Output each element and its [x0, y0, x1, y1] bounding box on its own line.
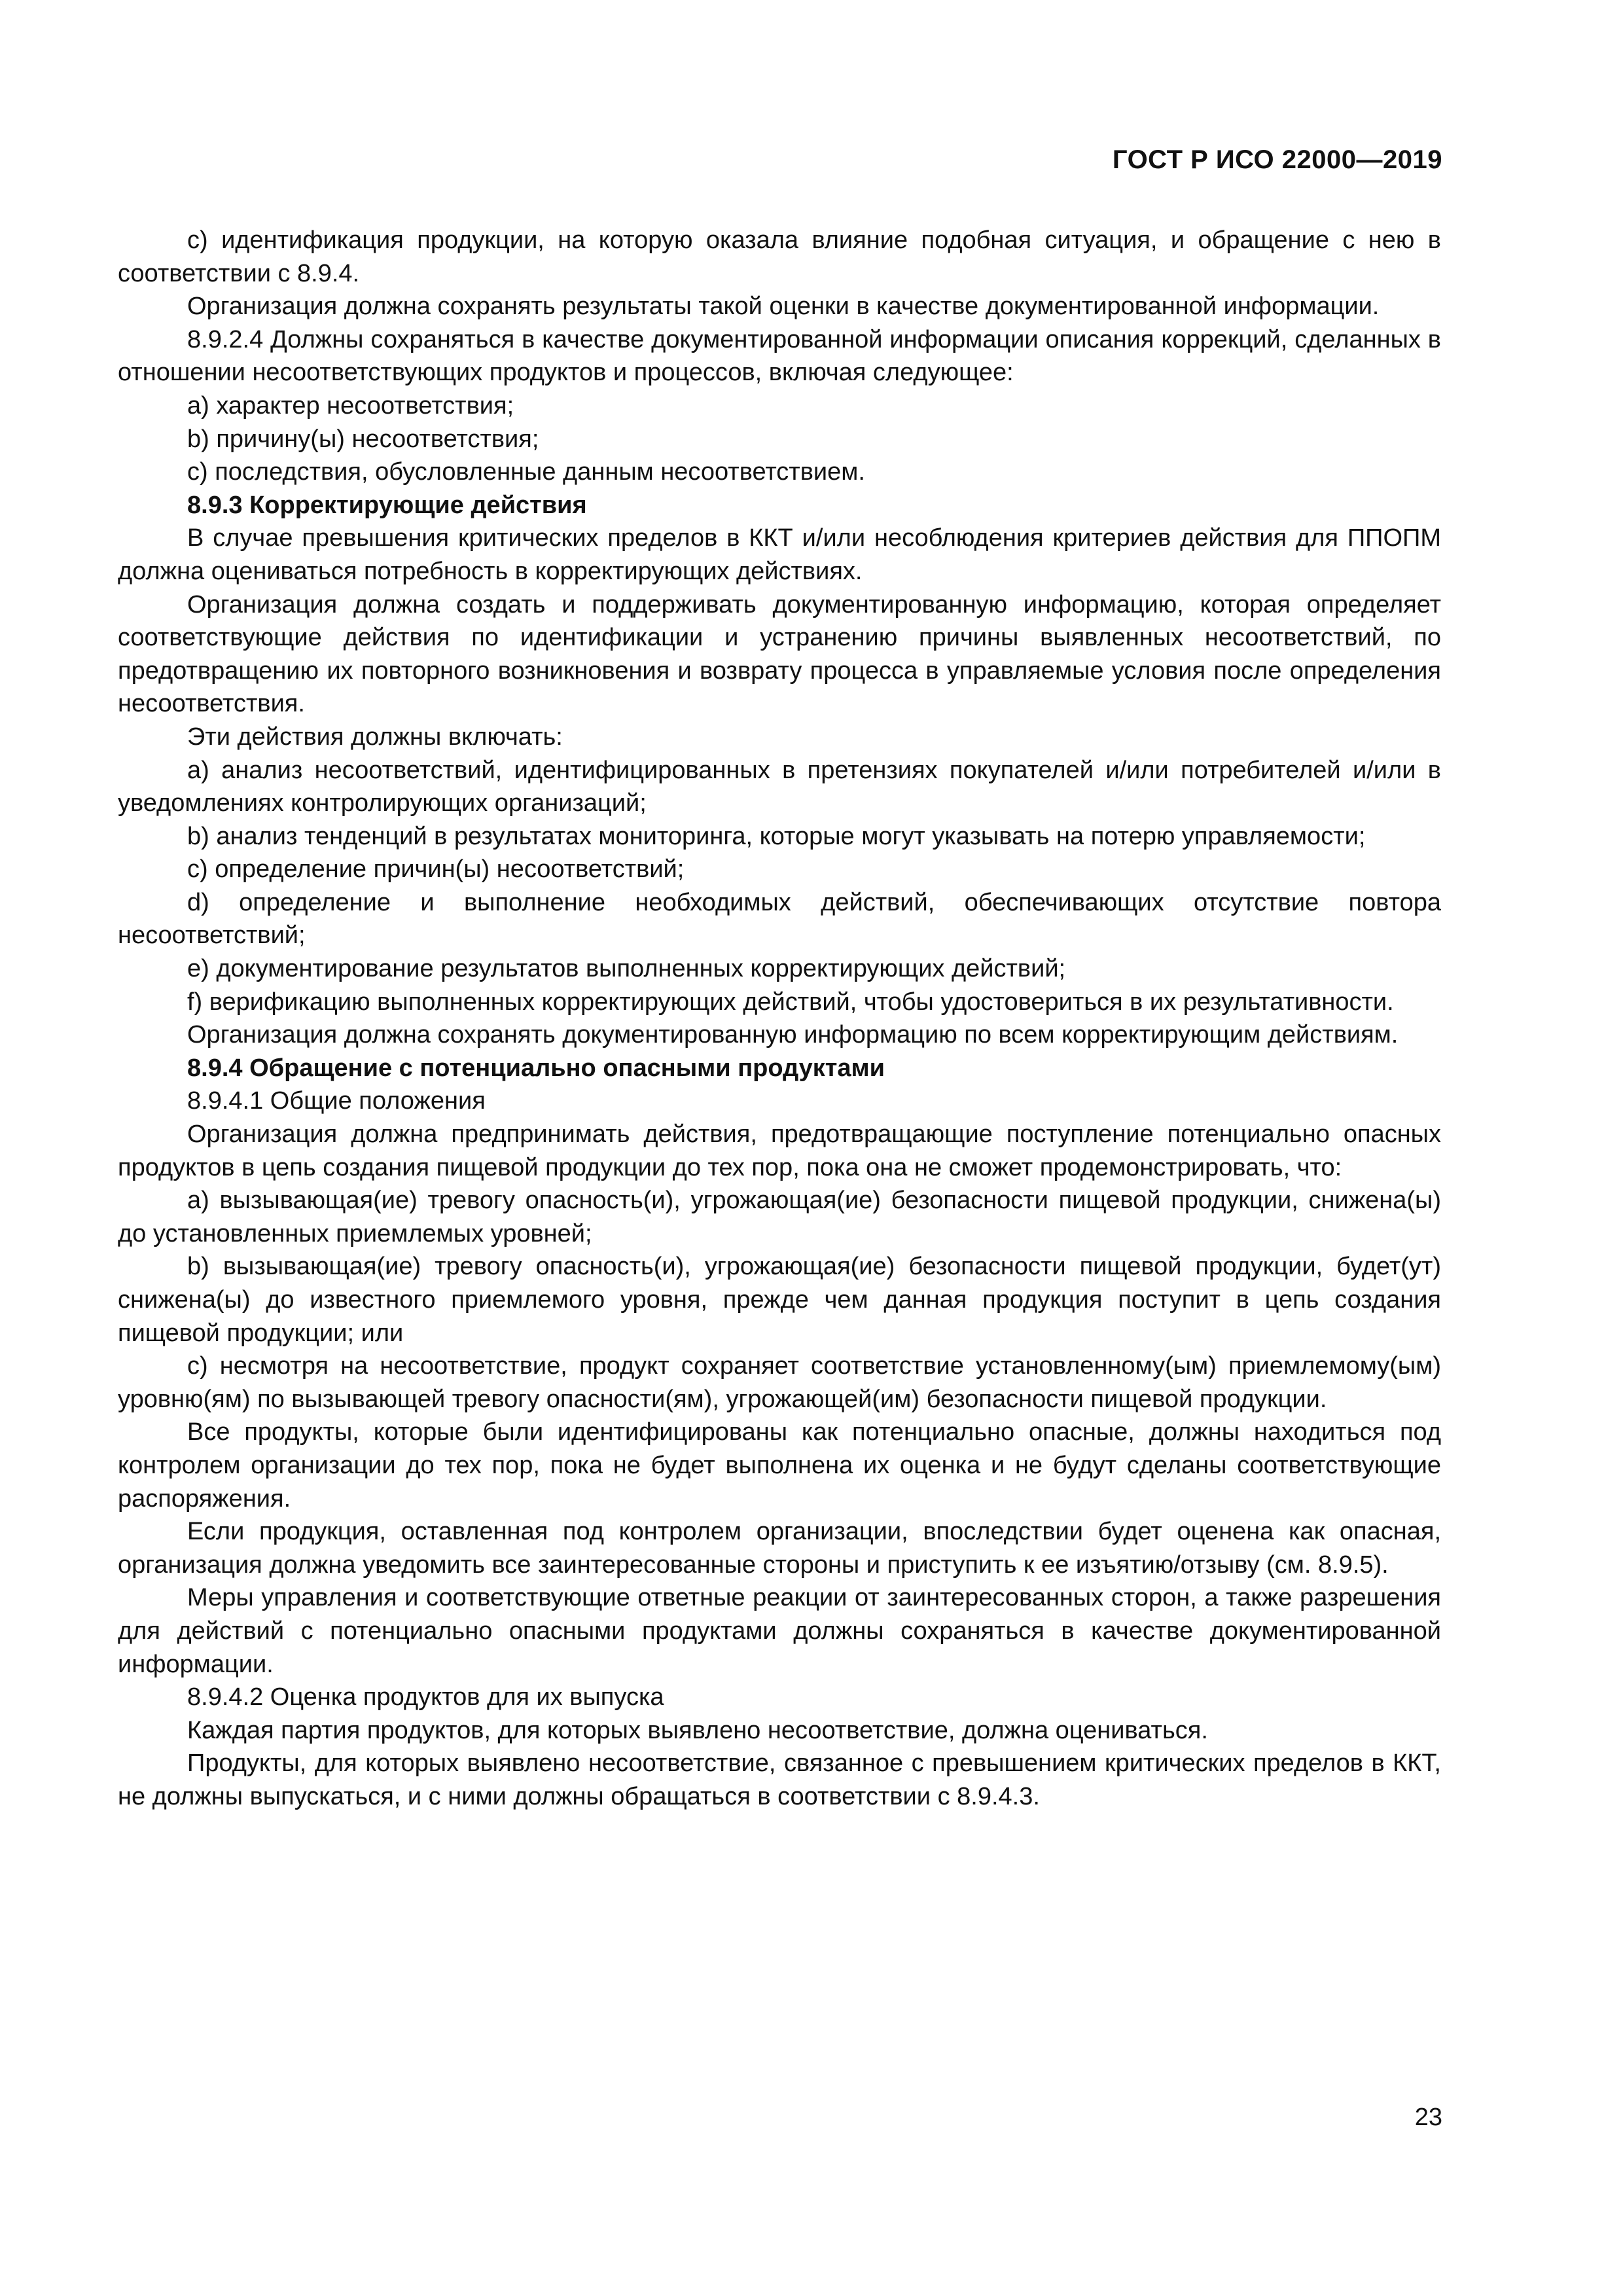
paragraph: a) анализ несоответствий, идентифицированных в претензиях покупателей и/или потребителей и/или в уведомлениях контролирующих организаций;: [118, 756, 1441, 817]
section-heading: 8.9.3 Корректирующие действия: [187, 491, 587, 519]
paragraph: 8.9.2.4 Должны сохраняться в качестве документированной информации описания коррекций, сделанных в отношении несоответствующих продуктов и процессов, включая следующее:: [118, 325, 1441, 387]
paragraph: c) определение причин(ы) несоответствий;: [187, 855, 685, 884]
paragraph: c) несмотря на несоответствие, продукт сохраняет соответствие установленному(ым) приемлемому(ым) уровню(ям) по вызывающей тревогу опасности(ям), угрожающей(им) безопасности пищевой продукции.: [118, 1352, 1441, 1413]
paragraph: e) документирование результатов выполненных корректирующих действий;: [187, 955, 1066, 983]
paragraph: Организация должна сохранять результаты такой оценки в качестве документированной информации.: [187, 293, 1380, 321]
paragraph: c) идентификация продукции, на которую оказала влияние подобная ситуация, и обращение с нею в соответствии с 8.9.4.: [118, 226, 1441, 287]
paragraph: Организация должна предпринимать действия, предотвращающие поступление потенциально опасных продуктов в цепь создания пищевой продукции до тех пор, пока она не сможет продемонстрировать, что:: [118, 1121, 1441, 1181]
page-number: 23: [1414, 2104, 1442, 2131]
document-body: [118, 224, 1441, 1814]
paragraph: c) последствия, обусловленные данным несоответствием.: [187, 458, 865, 486]
paragraph: b) причину(ы) несоответствия;: [187, 425, 539, 453]
document-header: ГОСТ Р ИСО 22000—2019: [1112, 145, 1442, 174]
paragraph: f) верификацию выполненных корректирующих действий, чтобы удостовериться в их результативности.: [187, 988, 1394, 1016]
paragraph: Организация должна сохранять документированную информацию по всем корректирующим действиям.: [187, 1021, 1399, 1049]
paragraph: Эти действия должны включать:: [187, 723, 563, 751]
paragraph: Все продукты, которые были идентифицированы как потенциально опасные, должны находиться под контролем организации до тех пор, пока не будет выполнена их оценка и не будут сделаны соответствующие распоряжения.: [118, 1418, 1441, 1513]
paragraph: Продукты, для которых выявлено несоответствие, связанное с превышением критических пределов в ККТ, не должны выпускаться, и с ними должны обращаться в соответствии с 8.9.4.3.: [118, 1749, 1441, 1810]
paragraph: Организация должна создать и поддерживать документированную информацию, которая определяет соответствующие действия по идентификации и устранению причины выявленных несоответствий, по предотвращению их повторного возникновения и возврату процесса в управляемые условия после определения несоответствия.: [118, 590, 1441, 718]
paragraph: b) анализ тенденций в результатах мониторинга, которые могут указывать на потерю управляемости;: [187, 822, 1366, 850]
paragraph: В случае превышения критических пределов в ККТ и/или несоблюдения критериев действия для ППОПМ должна оцениваться потребность в корректирующих действиях.: [118, 524, 1441, 585]
section-heading: 8.9.4 Обращение с потенциально опасными продуктами: [187, 1054, 885, 1082]
paragraph: d) определение и выполнение необходимых действий, обеспечивающих отсутствие повтора несоответствий;: [118, 888, 1441, 950]
paragraph: Каждая партия продуктов, для которых выявлено несоответствие, должна оцениваться.: [187, 1716, 1208, 1744]
paragraph: Если продукция, оставленная под контролем организации, впоследствии будет оценена как опасная, организация должна уведомить все заинтересованные стороны и приступить к ее изъятию/отзыву (см. 8.9.5).: [118, 1518, 1441, 1579]
paragraph: a) характер несоответствия;: [187, 391, 514, 420]
paragraph: 8.9.4.2 Оценка продуктов для их выпуска: [187, 1683, 664, 1712]
paragraph: b) вызывающая(ие) тревогу опасность(и), угрожающая(ие) безопасности пищевой продукции, будет(ут) снижена(ы) до известного приемлемого уровня, прежде чем данная продукция поступит в цепь создания пищевой продукции; или: [118, 1253, 1441, 1347]
paragraph: 8.9.4.1 Общие положения: [187, 1087, 486, 1115]
paragraph: a) вызывающая(ие) тревогу опасность(и), угрожающая(ие) безопасности пищевой продукции, снижена(ы) до установленных приемлемых уровней;: [118, 1187, 1441, 1247]
paragraph: Меры управления и соответствующие ответные реакции от заинтересованных сторон, а также разрешения для действий с потенциально опасными продуктами должны сохраняться в качестве документированной информации.: [118, 1584, 1441, 1678]
